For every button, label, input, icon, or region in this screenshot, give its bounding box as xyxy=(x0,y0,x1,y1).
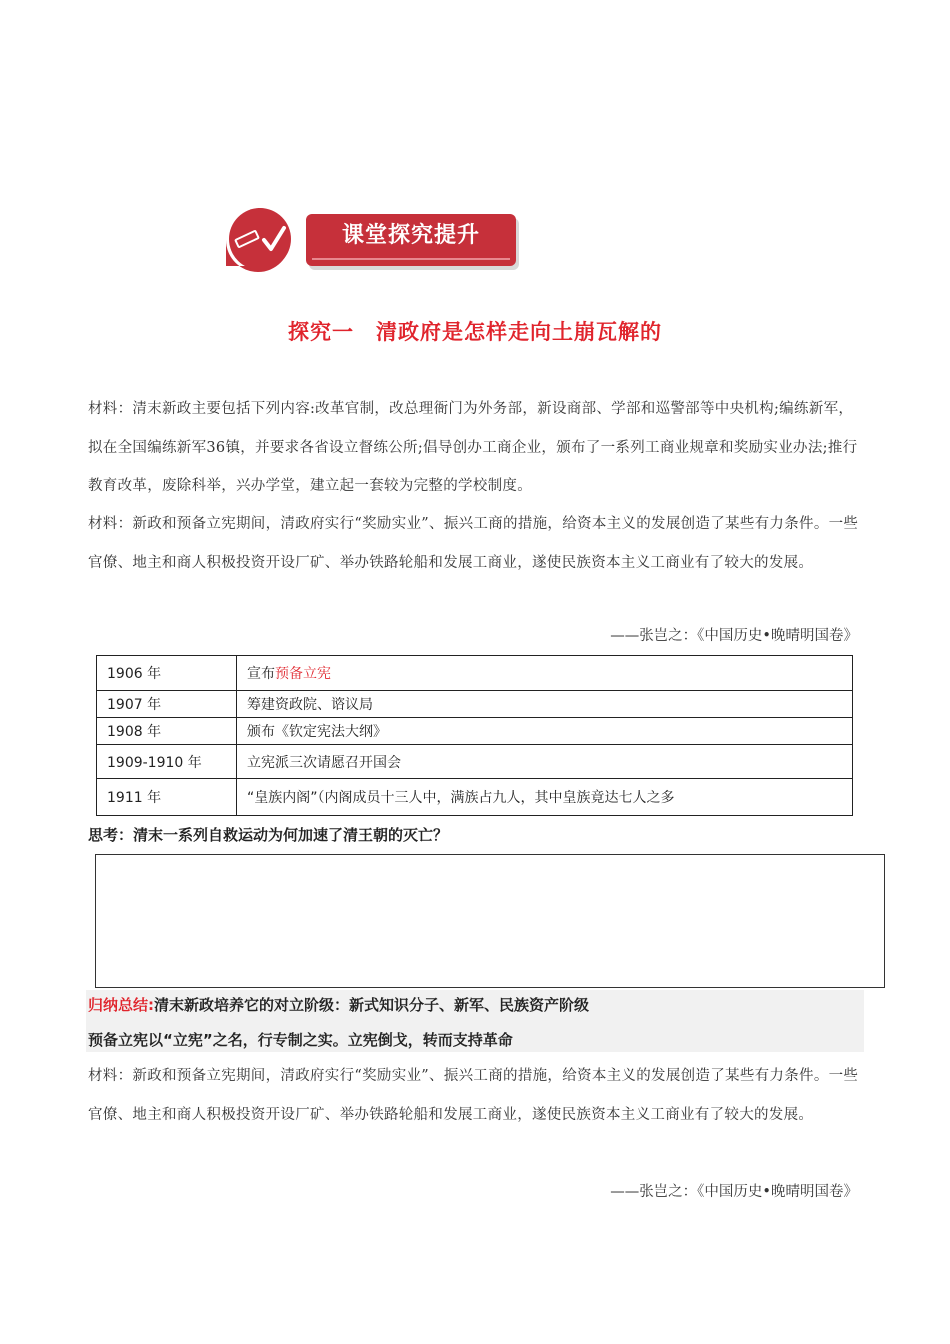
summary-label: 归纳总结: xyxy=(88,996,154,1014)
year-cell: 1911 年 xyxy=(97,779,237,816)
pencil-check-icon xyxy=(220,206,296,272)
event-text: 立宪派三次请愿召开国会 xyxy=(247,754,401,771)
year-cell: 1906 年 xyxy=(97,656,237,691)
event-cell xyxy=(237,745,853,779)
event-cell xyxy=(237,691,853,718)
banner-box xyxy=(306,214,516,266)
event-text: 筹建资政院、谘议局 xyxy=(247,697,373,713)
event-text: 宣布 xyxy=(247,666,275,682)
section-banner xyxy=(220,204,520,274)
table-row xyxy=(97,656,853,691)
section-title: 探究一 清政府是怎样走向土崩瓦解的 xyxy=(288,320,662,344)
event-text: 颁布《钦定宪法大纲》 xyxy=(247,724,387,740)
table-row xyxy=(97,779,853,816)
event-text: “皇族内阁”（内阁成员十三人中，满族占九人，其中皇族竟达七人之多 xyxy=(247,790,675,806)
timeline-table xyxy=(96,655,853,816)
year-cell: 1907 年 xyxy=(97,691,237,718)
year-cell: 1909-1910 年 xyxy=(97,745,237,779)
source-citation: ——张岂之：《中国历史•晚晴明国卷》 xyxy=(610,628,858,644)
material-paragraph-1: 材料：清末新政主要包括下列内容:改革官制，改总理衙门为外务部，新设商部、学部和巡警部等中央机构;编练新军，拟在全国编练新军36镇，并要求各省设立督练公所;倡导创办工商企业，颁布了一系列工商业规章和奖励实业办法;推行教育改革，废除科举，兴办学堂，建立起一套较为完整的学校制度。 xyxy=(88,401,858,494)
source-citation-2: ——张岂之：《中国历史•晚晴明国卷》 xyxy=(610,1184,858,1200)
table-row xyxy=(97,745,853,779)
material-paragraph-2: 材料：新政和预备立宪期间，清政府实行“奖励实业”、振兴工商的措施，给资本主义的发展创造了某些有力条件。一些官僚、地主和商人积极投资开设厂矿、举办铁路轮船和发展工商业，遂使民族资本主义工商业有了较大的发展。 xyxy=(88,516,859,571)
summary-box xyxy=(86,990,864,1052)
table-row xyxy=(97,691,853,718)
table-row xyxy=(97,718,853,745)
event-highlight: 预备立宪 xyxy=(275,666,331,682)
event-cell xyxy=(237,718,853,745)
summary-line-2: 预备立宪以“立宪”之名，行专制之实。立宪倒戈，转而支持革命 xyxy=(88,1031,513,1049)
year-cell: 1908 年 xyxy=(97,718,237,745)
event-cell xyxy=(237,656,853,691)
summary-text-1: 清末新政培养它的对立阶级：新式知识分子、新军、民族资产阶级 xyxy=(154,996,590,1014)
answer-box[interactable] xyxy=(95,854,885,988)
material-paragraph-3: 材料：新政和预备立宪期间，清政府实行“奖励实业”、振兴工商的措施，给资本主义的发展创造了某些有力条件。一些官僚、地主和商人积极投资开设厂矿、举办铁路轮船和发展工商业，遂使民族资本主义工商业有了较大的发展。 xyxy=(88,1068,859,1123)
summary-line-1 xyxy=(88,994,589,1015)
think-question: 思考：清末一系列自救运动为何加速了清王朝的灭亡？ xyxy=(88,826,449,844)
event-cell xyxy=(237,779,853,816)
banner-title: 课堂探究提升 xyxy=(341,223,480,248)
